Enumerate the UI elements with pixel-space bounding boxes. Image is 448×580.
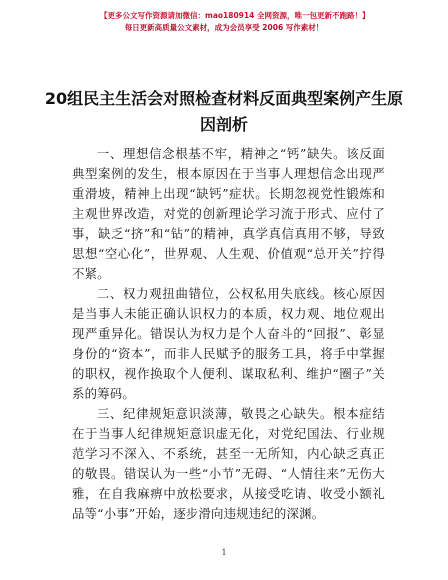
document-body bbox=[72, 144, 385, 524]
paragraph-2: 二、权力观扭曲错位，公权私用失底线。核心原因是当事人未能正确认识权力的本质，权力观、地位观出现严重异化。错误认为权力是个人奋斗的“回报”、彰显身份的“资本”，而非人民赋予的服务工具，将手中掌握的职权，视作换取个人便利、谋取私利、维护“圈子”关系的筹码。 bbox=[72, 286, 385, 401]
promo-header-line-2: 每日更新高质量公文素材，成为会员享受 2006 写作素材！ bbox=[124, 23, 324, 32]
page-number: 1 bbox=[221, 548, 227, 557]
document-title: 20组民主生活会对照检查材料反面典型案例产生原因剖析 bbox=[44, 89, 404, 134]
paragraph-3: 三、纪律规矩意识淡薄，敬畏之心缺失。根本症结在于当事人纪律规矩意识虚无化，对党纪国法、行业规范学习不深入、不系统，甚至一无所知，内心缺乏真正的敬畏。错误认为一些“小节”无碍、“人情往来”无伤大雅，在自我麻痹中放松要求，从接受吃请、收受小额礼品等“小事”开始，逐步滑向违规违纪的深渊。 bbox=[72, 406, 385, 521]
paragraph-1: 一、理想信念根基不牢，精神之“钙”缺失。该反面典型案例的发生，根本原因在于当事人理想信念出现严重滑坡，精神上出现“缺钙”症状。长期忽视党性锻炼和主观世界改造，对党的创新理论学习流于形式、应付了事，缺乏“挤”和“钻”的精神，真学真信真用不够，导致思想“空心化”，世界观、人生观、价值观“总开关”拧得不紧。 bbox=[72, 146, 385, 281]
promo-header bbox=[100, 10, 370, 34]
promo-header-line-1: 【更多公文写作资源请加微信：mao180914 全网资源，唯一包更新不跑路！】 bbox=[100, 11, 370, 20]
